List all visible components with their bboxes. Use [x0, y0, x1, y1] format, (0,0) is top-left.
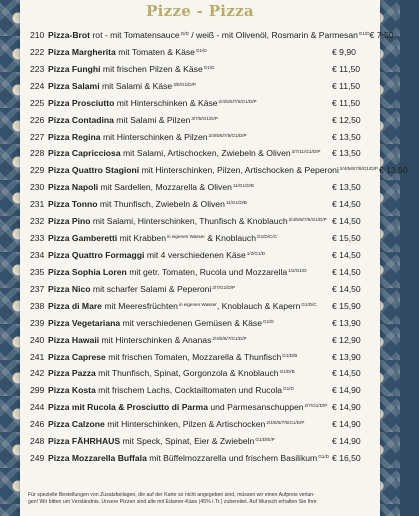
- item-price: € 14,50: [332, 199, 361, 210]
- item-price: € 7,50: [369, 30, 394, 40]
- menu-item: [30, 297, 372, 314]
- menu-item: [30, 432, 372, 449]
- item-allergen-codes: 2/7/G1/D/P: [304, 403, 328, 409]
- item-name: Pizza Prosciutto: [48, 97, 115, 108]
- item-price: € 13,90: [332, 351, 361, 362]
- item-price: € 11,50: [332, 63, 361, 74]
- item-ingredients: mit Salami & Pilzen: [116, 114, 191, 125]
- item-ingredients-extra: & Knoblauch: [204, 233, 256, 244]
- item-number: 227: [30, 131, 45, 142]
- footer-line-2: gen! Wir bitten um Verständnis. Unsere Pizzen sind alle mit Edamer-Käse (45% i.Tr.) zubereitet. Auf Wunsch erhalten Sie Ihre: [28, 499, 317, 505]
- item-name: Pizza Pazza: [48, 368, 96, 379]
- menu-item: [30, 415, 372, 432]
- item-description: [48, 60, 332, 78]
- menu-item: [30, 348, 372, 365]
- item-name: Pizza Sophia Loren: [48, 266, 127, 277]
- item-description: [48, 331, 332, 349]
- item-number: 244: [30, 402, 45, 413]
- item-allergen-codes: G1/D/B: [279, 369, 295, 375]
- menu-item: [30, 94, 372, 111]
- menu-item: [30, 331, 372, 348]
- item-allergen-codes: 3/7/5/G1/D/P: [191, 115, 218, 121]
- item-allergen-codes: 3/5/G1/D/P: [173, 81, 196, 87]
- item-allergen-codes-extra: G1/D/C/C: [257, 234, 277, 240]
- menu-list: [30, 26, 408, 466]
- item-description: [48, 229, 332, 247]
- item-ingredients: mit Thunfisch, Zwiebeln & Oliven: [99, 199, 225, 210]
- item-number: 237: [30, 283, 45, 294]
- footer-line-1: Für spezielle Bestellungen von Zusatzbeilagen, die auf der Karte so nicht angegeben sind, müssen wir einen Aufpreis verlan-: [28, 492, 315, 498]
- item-ingredients: mit Hinterschinken & Ananas: [101, 334, 212, 345]
- item-name: Pizza di Mare: [48, 300, 102, 311]
- item-ingredients: mit frischen Pilzen & Käse: [102, 63, 203, 74]
- item-ingredients: mit Tomaten & Käse: [118, 46, 195, 57]
- item-name: Pizza Hawaii: [48, 334, 100, 345]
- menu-item: [30, 263, 372, 280]
- item-description: [48, 297, 332, 315]
- item-number: 240: [30, 334, 45, 345]
- item-number: 224: [30, 80, 45, 91]
- item-price: € 16,50: [332, 453, 361, 464]
- item-number: 241: [30, 351, 45, 362]
- item-price: € 12,90: [332, 334, 361, 345]
- item-number: 230: [30, 182, 45, 193]
- item-ingredients: mit Büffelmozzarella und frischem Basilikum: [149, 453, 318, 464]
- menu-item: [30, 229, 372, 246]
- item-allergen-codes: G1/D: [203, 64, 215, 70]
- item-price: € 14,90: [332, 402, 361, 413]
- item-allergen-codes: G1/D: [318, 454, 329, 460]
- item-number: 222: [30, 46, 45, 57]
- item-description: [48, 280, 332, 298]
- item-allergen-codes: 3/7/11/G1/D/P: [291, 149, 321, 155]
- item-name: Pizza Salami: [48, 80, 100, 91]
- menu-item: [30, 60, 372, 77]
- item-name: Pizza Capricciosa: [48, 148, 121, 159]
- item-price: € 15,90: [332, 300, 361, 311]
- item-number: 226: [30, 114, 45, 125]
- menu-item: [30, 111, 372, 128]
- item-description: [48, 246, 332, 264]
- item-price: € 11,50: [332, 97, 361, 108]
- item-number: 249: [30, 453, 45, 464]
- item-description: [48, 398, 332, 416]
- item-number: 229: [30, 165, 45, 176]
- menu-item: [30, 398, 372, 415]
- item-description: [48, 43, 332, 61]
- item-allergen-codes: 2/4/5/6/7/5/G1/D/P: [266, 420, 305, 426]
- item-ingredients: mit Hinterschinken & Pilzen: [102, 131, 208, 142]
- item-allergen-codes: 1/2/G1/D: [246, 250, 266, 256]
- item-number: 242: [30, 368, 45, 379]
- item-number: 231: [30, 199, 45, 210]
- menu-item: [30, 314, 372, 331]
- item-number: 223: [30, 63, 45, 74]
- item-description: [48, 144, 332, 162]
- item-name: Pizza Quattro Formaggi: [48, 249, 145, 260]
- item-ingredients: rot - mit Tomatensauce: [92, 30, 180, 40]
- menu-item: [30, 449, 372, 466]
- item-name: Pizza Vegetariana: [48, 317, 121, 328]
- item-description: [48, 26, 370, 44]
- item-allergen-codes: G/D: [180, 31, 189, 36]
- menu-item: [30, 364, 372, 381]
- menu-item: [30, 128, 372, 145]
- item-name: Pizza Mozzarella Buffala: [48, 453, 147, 464]
- item-ingredients-extra: / weiß - mit Olivenöl, Rosmarin & Parmesan: [188, 30, 358, 40]
- item-ingredients: mit Hinterschinken & Käse: [116, 97, 218, 108]
- item-description: [48, 161, 379, 179]
- item-number: 228: [30, 148, 45, 159]
- item-description: [48, 381, 332, 399]
- item-name: Pizza Tonno: [48, 199, 98, 210]
- item-description: [48, 348, 332, 366]
- item-name: Pizza-Brot: [48, 30, 91, 40]
- menu-item: [30, 280, 372, 297]
- item-description: [48, 195, 332, 213]
- item-allergen-codes: 3/7/G1/D/P: [212, 284, 236, 290]
- section-heading: Pizze - Pizza: [146, 2, 254, 20]
- menu-item: [30, 246, 372, 263]
- item-allergen-codes: 11/G1/D/B: [225, 200, 247, 206]
- item-description: [48, 128, 332, 146]
- item-number: 246: [30, 419, 45, 430]
- item-ingredients: mit Meeresfrüchten: [104, 300, 178, 311]
- item-ingredients: und Parmesanschuppen: [210, 402, 304, 413]
- item-description: [48, 314, 332, 332]
- item-ingredients: mit Hinterschinken, Pilzen & Artischocken: [107, 419, 266, 430]
- item-name: Pizza Kosta: [48, 385, 96, 396]
- item-price: € 13,50: [332, 148, 361, 159]
- item-description: [48, 449, 332, 467]
- item-price: € 14,50: [332, 216, 361, 227]
- item-ingredients: mit frischem Lachs, Cocktailtomaten und Rucola: [98, 385, 283, 396]
- item-description: [48, 111, 332, 129]
- item-allergen-codes: 2/4/5/6/7/5/G1/D/P: [288, 217, 327, 223]
- item-name: Pizza mit Rucola & Prosciutto di Parma: [48, 402, 208, 413]
- item-description: [48, 178, 332, 196]
- item-description: [48, 94, 332, 112]
- item-price: € 14,50: [332, 283, 361, 294]
- item-ingredients: mit Speck, Spinat, Eier & Zwiebeln: [122, 436, 255, 447]
- item-number: 239: [30, 317, 45, 328]
- item-price: € 13,50: [332, 131, 361, 142]
- menu-item: [30, 212, 372, 229]
- item-name: Pizza Quattro Stagioni: [48, 165, 140, 176]
- item-allergen-codes: G1/D: [195, 47, 207, 53]
- item-price: € 14,90: [332, 385, 361, 396]
- footer-note: [28, 492, 374, 506]
- item-allergen-codes: 2/4/5/6/7/5/G1/D/P: [208, 132, 247, 138]
- item-name: Pizza Contadina: [48, 114, 114, 125]
- item-description: [48, 212, 332, 230]
- item-allergen-codes: 2/4/5/6/7/G1/D/P: [212, 335, 247, 341]
- item-number: 234: [30, 249, 45, 260]
- menu-item: [30, 178, 372, 195]
- item-name: Pizza Nico: [48, 283, 91, 294]
- item-number: 210: [30, 30, 45, 40]
- item-allergen-codes-extra: G1/D: [358, 31, 370, 36]
- item-description: [48, 415, 332, 433]
- item-number: 248: [30, 436, 45, 447]
- menu-item: [30, 195, 372, 212]
- item-allergen-codes: in eigenen Wasser: [178, 301, 217, 307]
- item-price: € 13,90: [332, 317, 361, 328]
- item-number: 299: [30, 385, 45, 396]
- menu-item: [30, 144, 372, 161]
- item-price: € 14,90: [332, 419, 361, 430]
- item-name: Pizza Caprese: [48, 351, 106, 362]
- item-description: [48, 364, 332, 382]
- item-allergen-codes: G1/D: [283, 386, 294, 392]
- item-ingredients: mit getr. Tomaten, Rucola und Mozzarella: [129, 266, 288, 277]
- item-name: Pizza Napoli: [48, 182, 99, 193]
- item-ingredients: mit verschiedenen Gemüsen & Käse: [122, 317, 263, 328]
- item-ingredients: mit 4 verschiedenen Käse: [146, 249, 246, 260]
- item-allergen-codes-extra: G1/D/C: [301, 301, 317, 307]
- item-name: Pizza FÄHRHAUS: [48, 436, 121, 447]
- item-allergen-codes: 11/G1/D/B: [232, 183, 254, 189]
- item-number: 233: [30, 233, 45, 244]
- item-price: € 9,90: [332, 46, 356, 57]
- item-ingredients: mit Thunfisch, Spinat, Gorgonzola & Knoblauch: [98, 368, 279, 379]
- item-allergen-codes: G1/D: [263, 318, 274, 324]
- item-price: € 14,50: [332, 249, 361, 260]
- menu-item: [30, 26, 394, 43]
- menu-item: [30, 161, 408, 178]
- item-name: Pizza Calzone: [48, 419, 105, 430]
- item-number: 238: [30, 300, 45, 311]
- item-price: € 14,90: [332, 436, 361, 447]
- item-allergen-codes: 2/4/5/6/7/8/G1/D/P: [339, 166, 378, 172]
- item-name: Pizza Pino: [48, 216, 91, 227]
- item-description: [48, 77, 332, 95]
- item-number: 235: [30, 266, 45, 277]
- item-price: € 13,50: [378, 165, 408, 176]
- item-name: Pizza Regina: [48, 131, 101, 142]
- menu-item: [30, 381, 372, 398]
- menu-item: [30, 43, 372, 60]
- item-allergen-codes: G1/D/E/P: [255, 437, 275, 443]
- item-allergen-codes: 2/4/5/6/7/5/G1/D/P: [218, 98, 257, 104]
- menu-item: [30, 77, 372, 94]
- item-ingredients: mit Krabben: [119, 233, 166, 244]
- item-ingredients: mit Salami, Hinterschinken, Thunfisch & Knoblauch: [92, 216, 288, 227]
- item-allergen-codes: in eigenen Wasser: [166, 234, 205, 240]
- item-price: € 12,50: [332, 114, 361, 125]
- item-price: € 14,50: [332, 266, 361, 277]
- item-name: Pizza Margherita: [48, 46, 116, 57]
- menu-panel: [20, 0, 408, 516]
- item-allergen-codes: G1/D/B: [282, 352, 298, 358]
- item-ingredients-extra: , Knoblauch & Kapern: [216, 300, 301, 311]
- item-price: € 13,50: [332, 182, 361, 193]
- item-ingredients: mit Salami, Artischocken, Zwiebeln & Oliven: [123, 148, 291, 159]
- item-ingredients: mit Salami & Käse: [101, 80, 173, 91]
- item-ingredients: mit scharfer Salami & Peperoni: [92, 283, 212, 294]
- item-number: 225: [30, 97, 45, 108]
- item-ingredients: mit frischen Tomaten, Mozzarella & Thunfisch: [108, 351, 282, 362]
- item-name: Pizza Funghi: [48, 63, 101, 74]
- item-price: € 14,50: [332, 368, 361, 379]
- item-price: € 11,50: [332, 80, 361, 91]
- item-description: [48, 432, 332, 450]
- item-number: 232: [30, 216, 45, 227]
- item-price: € 15,50: [332, 233, 361, 244]
- item-allergen-codes: 1/2/G1/D: [288, 267, 307, 273]
- item-ingredients: mit Sardellen, Mozzarella & Oliven: [100, 182, 232, 193]
- item-description: [48, 263, 332, 281]
- item-ingredients: mit Hinterschinken, Pilzen, Artischocken & Peperoni: [141, 165, 339, 176]
- item-name: Pizza Gamberetti: [48, 233, 118, 244]
